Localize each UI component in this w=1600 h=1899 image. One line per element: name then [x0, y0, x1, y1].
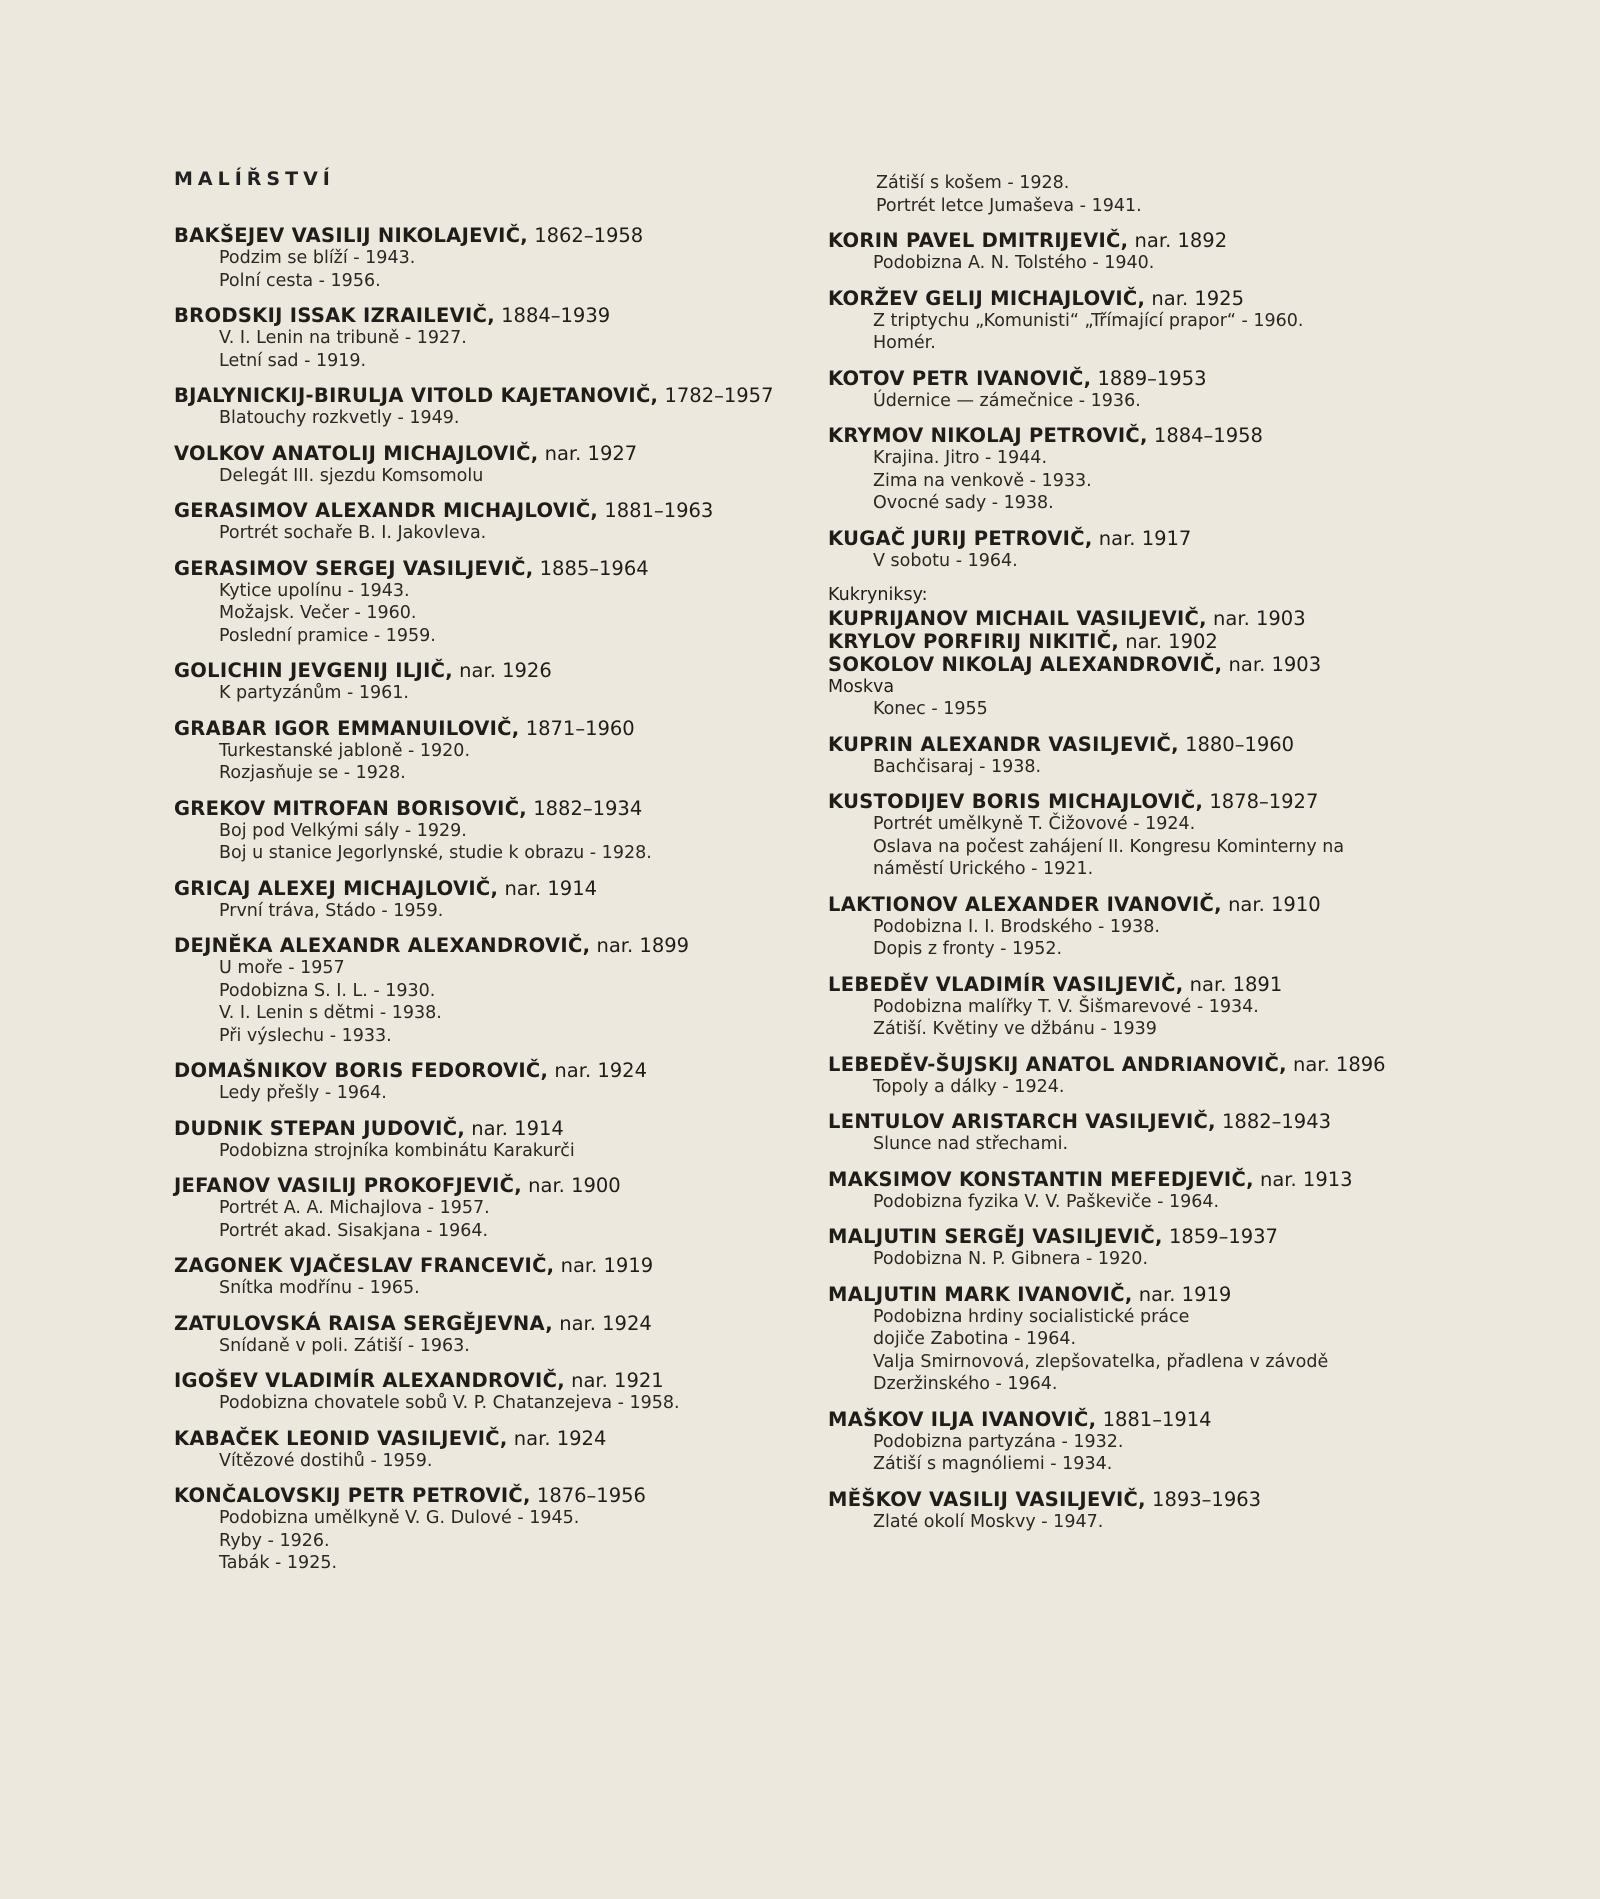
artist-name: SOKOLOV NIKOLAJ ALEXANDROVIČ, — [828, 652, 1223, 676]
work-title: K partyzánům - 1961. — [219, 683, 409, 703]
work-title: Topoly a dálky - 1924. — [873, 1076, 1065, 1097]
artist-name: KUSTODIJEV BORIS MICHAJLOVIČ, — [828, 790, 1204, 813]
artist-name: KABAČEK LEONID VASILJEVIČ, — [174, 1426, 508, 1450]
work-title: Snídaně v poli. Zátiší - 1963. — [219, 1335, 470, 1356]
artist-line — [828, 229, 1456, 252]
work-title: Zátiší s magnóliemi - 1934. — [873, 1454, 1113, 1474]
artist-entry — [828, 1110, 1456, 1156]
work-title: Snítka modřínu - 1965. — [219, 1278, 420, 1298]
artist-name: LAKTIONOV ALEXANDER IVANOVIČ, — [828, 892, 1222, 916]
artist-entry — [174, 797, 814, 865]
left-column — [174, 168, 814, 1587]
artist-name: GRABAR IGOR EMMANUILOVIČ, — [174, 716, 520, 740]
artist-entry — [174, 1427, 814, 1473]
artist-entry — [174, 1174, 814, 1242]
work-title: Krajina. Jitro - 1944. — [873, 448, 1048, 468]
work-title: Delegát III. sjezdu Komsomolu — [219, 465, 484, 486]
work-title: Podobizna I. I. Brodského - 1938. — [873, 916, 1160, 937]
group-city: Moskva — [828, 676, 895, 697]
kukryniksy-group — [828, 584, 1456, 721]
artist-dates: nar. 1921 — [564, 1369, 664, 1392]
artist-name: BJALYNICKIJ-BIRULJA VITOLD KAJETANOVIČ, — [174, 384, 659, 407]
artist-name: DUDNIK STEPAN JUDOVIČ, — [174, 1116, 466, 1140]
work-title: Boj pod Velkými sály - 1929. — [219, 820, 467, 841]
work-title: Zátiší s košem - 1928. — [876, 173, 1070, 193]
artist-line — [174, 224, 814, 247]
artist-name: MAKSIMOV KONSTANTIN MEFEDJEVIČ, — [828, 1167, 1254, 1191]
artist-dates: nar. 1899 — [590, 934, 690, 957]
artist-entry — [174, 1117, 814, 1163]
artist-dates: nar. 1903 — [1206, 606, 1306, 630]
artist-entry — [828, 893, 1456, 961]
artist-dates: nar. 1914 — [465, 1116, 564, 1140]
artist-line — [828, 1225, 1456, 1248]
artist-line — [828, 733, 1456, 756]
artist-dates: nar. 1924 — [553, 1311, 652, 1335]
artist-line — [174, 1254, 814, 1277]
work-title: Portrét akad. Sisakjana - 1964. — [219, 1220, 489, 1241]
section-heading: MALÍŘSTVÍ — [174, 168, 335, 190]
artist-dates: nar. 1902 — [1119, 629, 1218, 653]
artist-dates: nar. 1914 — [498, 876, 598, 900]
artist-entry — [174, 934, 814, 1047]
artist-dates: 1884–1958 — [1147, 424, 1263, 447]
artist-entry — [828, 1408, 1456, 1476]
work-title: dojiče Zabotina - 1964. — [873, 1329, 1077, 1349]
artist-line — [828, 424, 1456, 447]
artist-dates: 1876–1956 — [530, 1484, 646, 1507]
artist-entry — [174, 1484, 814, 1575]
artist-dates: 1880–1960 — [1178, 732, 1295, 756]
artist-entry — [174, 557, 814, 648]
artist-dates: 1889–1953 — [1091, 366, 1207, 390]
continued-works — [828, 172, 1456, 217]
artist-dates: 1882–1943 — [1215, 1110, 1332, 1133]
artist-entry — [828, 1488, 1456, 1534]
work-title: Kytice upolínu - 1943. — [219, 580, 410, 601]
artist-line — [174, 304, 814, 327]
work-title: Homér. — [873, 333, 936, 353]
artist-line — [174, 1117, 814, 1140]
artist-dates: nar. 1910 — [1221, 892, 1321, 916]
artist-dates: nar. 1919 — [1132, 1282, 1232, 1306]
artist-name: LEBEDĚV VLADIMÍR VASILJEVIČ, — [828, 972, 1184, 996]
artist-entry — [828, 287, 1456, 355]
work-title: Tabák - 1925. — [219, 1553, 338, 1573]
work-title: Oslava na počest zahájení II. Kongresu Kominterny na — [873, 836, 1345, 857]
work-title: Podzim se blíží - 1943. — [219, 248, 416, 268]
artist-name: VOLKOV ANATOLIJ MICHAJLOVIČ, — [174, 441, 539, 465]
artist-name: BRODSKIJ ISSAK IZRAILEVIČ, — [174, 304, 495, 327]
artist-line — [174, 1174, 814, 1197]
artist-name: GOLICHIN JEVGENIJ ILJIČ, — [174, 659, 453, 682]
work-title: Slunce nad střechami. — [873, 1134, 1069, 1154]
artist-dates: nar. 1925 — [1145, 286, 1244, 310]
work-title: Zlaté okolí Moskvy - 1947. — [873, 1511, 1104, 1532]
work-title: Ryby - 1926. — [219, 1530, 330, 1551]
artist-line — [828, 527, 1456, 550]
artist-name: LENTULOV ARISTARCH VASILJEVIČ, — [828, 1110, 1216, 1133]
work-title: Valja Smirnovová, zlepšovatelka, přadlena v závodě — [873, 1351, 1329, 1372]
artist-name: GERASIMOV SERGEJ VASILJEVIČ, — [174, 556, 534, 580]
artist-entry — [174, 877, 814, 923]
artist-dates: nar. 1926 — [452, 659, 552, 682]
artist-entry — [828, 1225, 1456, 1271]
work-title: Vítězové dostihů - 1959. — [219, 1450, 433, 1471]
artist-entry — [174, 717, 814, 785]
artist-entry — [174, 304, 814, 372]
artist-name: LEBEDĚV-ŠUJSKIJ ANATOL ANDRIANOVIČ, — [828, 1052, 1287, 1076]
artist-line — [828, 653, 1456, 676]
artist-entry — [828, 229, 1456, 275]
artist-list-right-2 — [828, 733, 1456, 1534]
artist-entry — [828, 424, 1456, 515]
artist-dates: 1884–1939 — [494, 304, 611, 327]
artist-name: JEFANOV VASILIJ PROKOFJEVIČ, — [174, 1174, 522, 1197]
artist-line — [174, 384, 814, 407]
artist-name: MAŠKOV ILJA IVANOVIČ, — [828, 1407, 1097, 1431]
artist-line — [828, 973, 1456, 996]
artist-line — [828, 607, 1456, 630]
artist-dates: nar. 1891 — [1183, 972, 1283, 996]
artist-line — [828, 1053, 1456, 1076]
artist-entry — [828, 973, 1456, 1041]
artist-dates: 1893–1963 — [1145, 1487, 1262, 1511]
artist-dates: nar. 1892 — [1128, 229, 1228, 252]
work-title: Portrét A. A. Michajlova - 1957. — [219, 1198, 490, 1218]
artist-dates: nar. 1903 — [1222, 652, 1322, 676]
artist-name: KOTOV PETR IVANOVIČ, — [828, 366, 1092, 390]
artist-entry — [174, 224, 814, 292]
work-title: Podobizna chovatele sobů V. P. Chatanzejeva - 1958. — [219, 1393, 680, 1413]
artist-line — [174, 557, 814, 580]
work-title: V sobotu - 1964. — [873, 550, 1018, 571]
artist-dates: nar. 1913 — [1253, 1167, 1353, 1191]
work-title: Podobizna strojníka kombinátu Karakurči — [219, 1140, 575, 1161]
artist-line — [828, 1408, 1456, 1431]
work-title: Podobizna N. P. Gibnera - 1920. — [873, 1249, 1149, 1269]
artist-dates: nar. 1924 — [548, 1059, 647, 1082]
artist-line — [828, 1488, 1456, 1511]
artist-name: GREKOV MITROFAN BORISOVIČ, — [174, 796, 528, 820]
artist-dates: nar. 1924 — [507, 1426, 607, 1450]
artist-name: GRICAJ ALEXEJ MICHAJLOVIČ, — [174, 876, 499, 900]
work-title: Portrét letce Jumaševa - 1941. — [876, 195, 1142, 216]
artist-dates: 1782–1957 — [658, 384, 774, 407]
work-title: Portrét umělkyně T. Čižovové - 1924. — [873, 814, 1196, 834]
artist-line — [174, 877, 814, 900]
artist-name: KUPRIN ALEXANDR VASILJEVIČ, — [828, 732, 1179, 756]
artist-line — [174, 934, 814, 957]
work-title: Zátiší. Květiny ve džbánu - 1939 — [873, 1019, 1157, 1039]
artist-line — [174, 1427, 814, 1450]
work-title: Údernice — zámečnice - 1936. — [873, 390, 1141, 411]
artist-line — [828, 1110, 1456, 1133]
artist-dates: 1859–1937 — [1162, 1225, 1278, 1248]
artist-name: KUPRIJANOV MICHAIL VASILJEVIČ, — [828, 606, 1207, 630]
work-title: Portrét sochaře B. I. Jakovleva. — [219, 523, 487, 543]
artist-entry — [174, 499, 814, 545]
artist-name: KUGAČ JURIJ PETROVIČ, — [828, 526, 1093, 550]
artist-entry — [828, 367, 1456, 413]
artist-name: KORŽEV GELIJ MICHAJLOVIČ, — [828, 286, 1146, 310]
artist-name: IGOŠEV VLADIMÍR ALEXANDROVIČ, — [174, 1369, 565, 1392]
artist-name: ZATULOVSKÁ RAISA SERGĚJEVNA, — [174, 1311, 554, 1335]
artist-dates: 1882–1934 — [527, 796, 643, 820]
artist-name: BAKŠEJEV VASILIJ NIKOLAJEVIČ, — [174, 224, 529, 247]
work-title: Ovocné sady - 1938. — [873, 493, 1054, 513]
artist-dates: nar. 1927 — [538, 441, 638, 465]
work-title: Z triptychu „Komunisti“ „Třímající prapor“ - 1960. — [873, 310, 1304, 331]
artist-entry — [174, 1312, 814, 1358]
work-title: Turkestanské jabloně - 1920. — [219, 740, 471, 761]
artist-name: KONČALOVSKIJ PETR PETROVIČ, — [174, 1484, 531, 1507]
work-title: Možajsk. Večer - 1960. — [219, 603, 417, 623]
artist-line — [828, 790, 1456, 813]
work-title: První tráva, Stádo - 1959. — [219, 900, 444, 921]
right-column — [828, 172, 1456, 1545]
artist-dates: 1862–1958 — [528, 224, 644, 247]
artist-line — [828, 287, 1456, 310]
work-title: U moře - 1957 — [219, 958, 345, 978]
artist-line — [828, 630, 1456, 653]
artist-line — [174, 1312, 814, 1335]
artist-entry — [828, 1283, 1456, 1396]
artist-dates: nar. 1919 — [554, 1254, 654, 1277]
work-title: Podobizna partyzána - 1932. — [873, 1431, 1124, 1452]
artist-line — [174, 1059, 814, 1082]
artist-name: ZAGONEK VJAČESLAV FRANCEVIČ, — [174, 1254, 555, 1277]
artist-name: MALJUTIN MARK IVANOVIČ, — [828, 1282, 1133, 1306]
artist-name: KORIN PAVEL DMITRIJEVIČ, — [828, 229, 1129, 252]
work-title: Dopis z fronty - 1952. — [873, 939, 1063, 959]
work-title: Bachčisaraj - 1938. — [873, 756, 1042, 777]
group-label: Kukryniksy: — [828, 585, 928, 605]
artist-dates: 1881–1963 — [598, 499, 714, 522]
work-title: V. I. Lenin s dětmi - 1938. — [219, 1003, 442, 1023]
artist-name: MĚŠKOV VASILIJ VASILJEVIČ, — [828, 1487, 1146, 1511]
artist-name: MALJUTIN SERGĚJ VASILJEVIČ, — [828, 1225, 1163, 1248]
artist-line — [174, 797, 814, 820]
work-title: Podobizna hrdiny socialistické práce — [873, 1306, 1190, 1327]
artist-dates: 1885–1964 — [533, 556, 649, 580]
artist-name: GERASIMOV ALEXANDR MICHAJLOVIČ, — [174, 499, 599, 522]
artist-entry — [174, 659, 814, 705]
work-title: Blatouchy rozkvetly - 1949. — [219, 408, 460, 428]
artist-dates: nar. 1900 — [521, 1174, 621, 1197]
work-title: Podobizna A. N. Tolstého - 1940. — [873, 253, 1155, 273]
artist-entry — [828, 1168, 1456, 1214]
artist-list-right — [828, 229, 1456, 572]
artist-line — [828, 1283, 1456, 1306]
work-title: náměstí Urického - 1921. — [873, 859, 1094, 879]
artist-line — [174, 442, 814, 465]
artist-dates: nar. 1917 — [1092, 526, 1192, 550]
artist-entry — [828, 733, 1456, 779]
artist-entry — [828, 527, 1456, 573]
work-title: V. I. Lenin na tribuně - 1927. — [219, 328, 467, 348]
work-title: Polní cesta - 1956. — [219, 270, 381, 291]
artist-line — [174, 1484, 814, 1507]
artist-entry — [174, 384, 814, 430]
artist-name: DOMAŠNIKOV BORIS FEDOROVIČ, — [174, 1059, 549, 1082]
artist-dates: 1881–1914 — [1096, 1407, 1212, 1431]
artist-line — [828, 893, 1456, 916]
artist-name: KRYLOV PORFIRIJ NIKITIČ, — [828, 629, 1120, 653]
artist-dates: 1878–1927 — [1203, 790, 1319, 813]
artist-entry — [174, 1059, 814, 1105]
artist-list-left — [174, 224, 814, 1575]
work-title: Zima na venkově - 1933. — [873, 470, 1092, 491]
work-title: Při výslechu - 1933. — [219, 1025, 392, 1046]
work-title: Podobizna S. I. L. - 1930. — [219, 980, 436, 1001]
artist-name: DEJNĚKA ALEXANDR ALEXANDROVIČ, — [174, 934, 591, 957]
work-title: Letní sad - 1919. — [219, 350, 367, 371]
work-title: Boj u stanice Jegorlynské, studie k obrazu - 1928. — [219, 843, 652, 863]
artist-line — [174, 499, 814, 522]
work-title: Konec - 1955 — [873, 699, 988, 719]
artist-entry — [174, 1369, 814, 1415]
artist-dates: nar. 1896 — [1286, 1052, 1386, 1076]
artist-line — [174, 1369, 814, 1392]
work-title: Podobizna malířky T. V. Šišmarevové - 1934. — [873, 996, 1259, 1017]
artist-entry — [174, 442, 814, 488]
artist-line — [174, 659, 814, 682]
work-title: Podobizna fyzika V. V. Paškeviče - 1964. — [873, 1191, 1220, 1212]
work-title: Ledy přešly - 1964. — [219, 1083, 387, 1103]
work-title: Poslední pramice - 1959. — [219, 625, 436, 646]
artist-name: KRYMOV NIKOLAJ PETROVIČ, — [828, 424, 1148, 447]
artist-entry — [174, 1254, 814, 1300]
artist-line — [174, 717, 814, 740]
work-title: Podobizna umělkyně V. G. Dulové - 1945. — [219, 1508, 580, 1528]
artist-entry — [828, 790, 1456, 881]
work-title: Rozjasňuje se - 1928. — [219, 763, 406, 783]
artist-dates: 1871–1960 — [519, 716, 635, 740]
artist-line — [828, 1168, 1456, 1191]
artist-line — [828, 367, 1456, 390]
artist-entry — [828, 1053, 1456, 1099]
work-title: Dzeržinského - 1964. — [873, 1374, 1058, 1394]
